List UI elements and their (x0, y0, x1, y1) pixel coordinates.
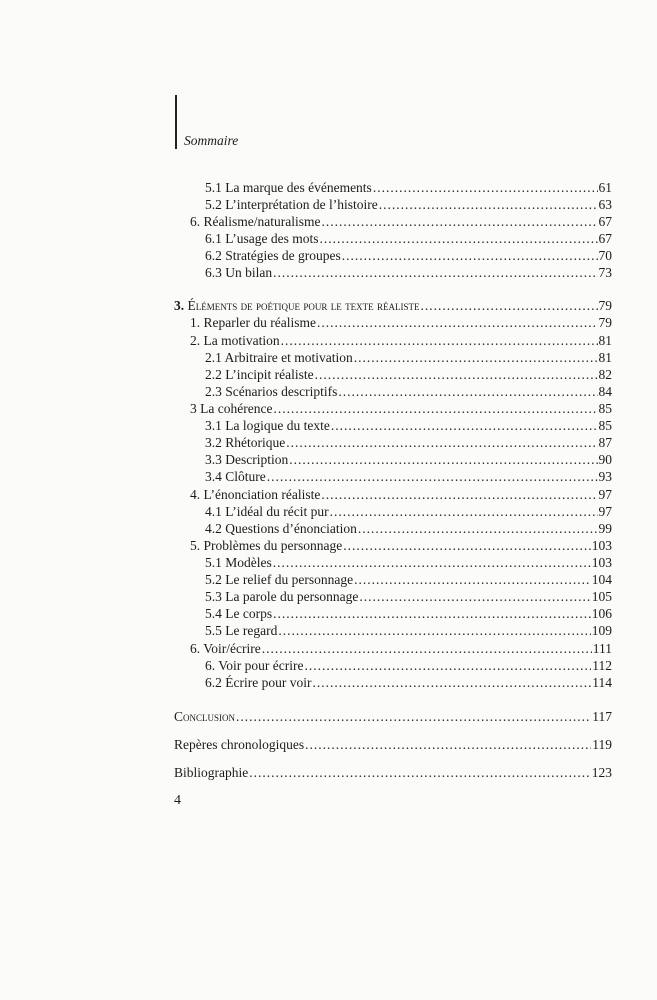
toc-entry-page: 81 (598, 333, 612, 348)
toc-entry-label: Bibliographie (174, 765, 249, 780)
toc-entry-label: 3.1 La logique du texte (205, 418, 330, 433)
dot-leader (236, 709, 591, 725)
toc-entry[interactable] (190, 214, 612, 230)
toc-entry[interactable] (190, 538, 612, 554)
toc-entry[interactable] (205, 265, 612, 281)
page-number: 4 (174, 793, 181, 808)
dot-leader (354, 350, 598, 366)
toc-entry-label: 6.2 Écrire pour voir (205, 675, 312, 690)
dot-leader (273, 401, 597, 417)
toc-entry[interactable] (205, 658, 612, 674)
toc-entry[interactable] (190, 333, 612, 349)
toc-entry-label: 5.1 Modèles (205, 555, 272, 570)
toc-entry-page: 85 (598, 401, 612, 416)
toc-entry-conclusion[interactable] (174, 709, 612, 725)
toc-entry-label: 1. Reparler du réalisme (190, 315, 316, 330)
toc-entry[interactable] (205, 197, 612, 213)
dot-leader (249, 765, 591, 781)
toc-entry[interactable] (205, 367, 612, 383)
toc-entry-label: 5. Problèmes du personnage (190, 538, 343, 553)
dot-leader (286, 435, 597, 451)
toc-entry[interactable] (205, 435, 612, 451)
toc-entry-label: 5.2 Le relief du personnage (205, 572, 354, 587)
toc-entry-page: 70 (598, 248, 612, 263)
dot-leader (262, 641, 592, 657)
header-rule (175, 95, 177, 149)
toc-entry[interactable] (190, 315, 612, 331)
dot-leader (343, 538, 591, 554)
dot-leader (273, 555, 591, 571)
toc-entry-label: 6.2 Stratégies de groupes (205, 248, 341, 263)
dot-leader (317, 315, 598, 331)
toc-entry[interactable] (205, 606, 612, 622)
toc-entry-label: 3.4 Clôture (205, 469, 266, 484)
dot-leader (304, 658, 591, 674)
toc-entry-page: 104 (591, 572, 612, 587)
toc-entry-label: 6. Réalisme/naturalisme (190, 214, 321, 229)
dot-leader (379, 197, 598, 213)
toc-entry-label: 5.1 La marque des événements (205, 180, 372, 195)
toc-entry-page: 119 (592, 737, 612, 752)
toc-entry[interactable] (205, 589, 612, 605)
toc-entry-label: 2.1 Arbitraire et motivation (205, 350, 353, 365)
toc-entry-label: 5.5 Le regard (205, 623, 278, 638)
toc-entry-label: Conclusion (174, 709, 236, 724)
toc-section-heading[interactable] (174, 298, 612, 314)
dot-leader (289, 452, 597, 468)
dot-leader (312, 675, 591, 691)
toc-entry-label: 5.2 L’interprétation de l’histoire (205, 197, 378, 212)
toc-entry-page: 103 (591, 555, 612, 570)
toc-entry-label: 6. Voir/écrire (190, 641, 261, 656)
toc-entry[interactable] (205, 248, 612, 264)
toc-entry-page: 114 (592, 675, 612, 690)
toc-entry-label: 6.1 L’usage des mots (205, 231, 319, 246)
toc-entry-page: 67 (598, 214, 612, 229)
toc-entry-label: 4.1 L’idéal du récit pur (205, 504, 329, 519)
dot-leader (281, 333, 598, 349)
toc-entry-page: 112 (592, 658, 612, 673)
toc-entry[interactable] (205, 675, 612, 691)
toc-entry-label: 3 La cohérence (190, 401, 273, 416)
toc-entry-label: 4. L’énonciation réaliste (190, 487, 321, 502)
toc-entry-page: 97 (598, 487, 612, 502)
toc-entry[interactable] (205, 384, 612, 400)
toc-entry[interactable] (205, 350, 612, 366)
toc-entry-page: 109 (591, 623, 612, 638)
toc-entry-page: 106 (591, 606, 612, 621)
toc-entry-label: Repères chronologiques (174, 737, 305, 752)
toc-entry-page: 117 (592, 709, 612, 724)
toc-entry-page: 97 (598, 504, 612, 519)
toc-entry-label: 5.3 La parole du personnage (205, 589, 359, 604)
toc-entry[interactable] (205, 555, 612, 571)
toc-entry-page: 82 (598, 367, 612, 382)
dot-leader (420, 298, 597, 314)
dot-leader (354, 572, 591, 588)
toc-entry[interactable] (205, 469, 612, 485)
toc-entry-chronology[interactable] (174, 737, 612, 753)
dot-leader (273, 265, 597, 281)
dot-leader (373, 180, 598, 196)
toc-entry-page: 79 (598, 315, 612, 330)
toc-entry-page: 93 (598, 469, 612, 484)
dot-leader (267, 469, 598, 485)
dot-leader (321, 487, 597, 503)
dot-leader (338, 384, 597, 400)
toc-entry-label: 3.3 Description (205, 452, 289, 467)
toc-entry-page: 63 (598, 197, 612, 212)
toc-entry-label: 6.3 Un bilan (205, 265, 273, 280)
toc-entry-page: 103 (591, 538, 612, 553)
dot-leader (331, 418, 598, 434)
toc-entry[interactable] (205, 452, 612, 468)
page-header: Sommaire (184, 133, 239, 148)
toc-entry-page: 84 (598, 384, 612, 399)
section-number: 3. (174, 298, 185, 313)
toc-entry[interactable] (205, 504, 612, 520)
toc-entry-page: 61 (598, 180, 612, 195)
toc-entry-label: 2. La motivation (190, 333, 280, 348)
dot-leader (358, 521, 598, 537)
toc-entry[interactable] (205, 418, 612, 434)
toc-entry-page: 87 (598, 435, 612, 450)
toc-entry-label: 4.2 Questions d’énonciation (205, 521, 357, 536)
toc-entry-page: 123 (591, 765, 612, 780)
toc-entry-label: 2.3 Scénarios descriptifs (205, 384, 338, 399)
dot-leader (359, 589, 590, 605)
toc-entry-page: 79 (598, 298, 612, 313)
toc-entry-page: 85 (598, 418, 612, 433)
toc-entry[interactable] (205, 572, 612, 588)
toc-entry-bibliography[interactable] (174, 765, 612, 781)
toc-entry-label: 6. Voir pour écrire (205, 658, 304, 673)
toc-entry[interactable] (205, 521, 612, 537)
dot-leader (315, 367, 598, 383)
toc-entry[interactable] (205, 180, 612, 196)
toc-entry-page: 105 (591, 589, 612, 604)
dot-leader (321, 214, 597, 230)
toc-entry-label: 5.4 Le corps (205, 606, 273, 621)
toc-entry-page: 67 (598, 231, 612, 246)
toc-entry[interactable] (205, 623, 612, 639)
dot-leader (278, 623, 590, 639)
toc-entry-page: 73 (598, 265, 612, 280)
dot-leader (320, 231, 598, 247)
toc-entry[interactable] (190, 641, 612, 657)
toc-entry-page: 99 (598, 521, 612, 536)
toc-entry[interactable] (190, 401, 612, 417)
dot-leader (305, 737, 591, 753)
toc-entry[interactable] (190, 487, 612, 503)
toc-entry[interactable] (205, 231, 612, 247)
toc-entry-label: 2.2 L’incipit réaliste (205, 367, 314, 382)
toc-entry-label: 3.2 Rhétorique (205, 435, 286, 450)
dot-leader (330, 504, 598, 520)
dot-leader (342, 248, 598, 264)
toc-entry-label: Éléments de poétique pour le texte réaliste (187, 298, 420, 313)
toc-entry-page: 90 (598, 452, 612, 467)
toc-entry-page: 81 (598, 350, 612, 365)
toc-entry-page: 111 (592, 641, 612, 656)
dot-leader (273, 606, 591, 622)
